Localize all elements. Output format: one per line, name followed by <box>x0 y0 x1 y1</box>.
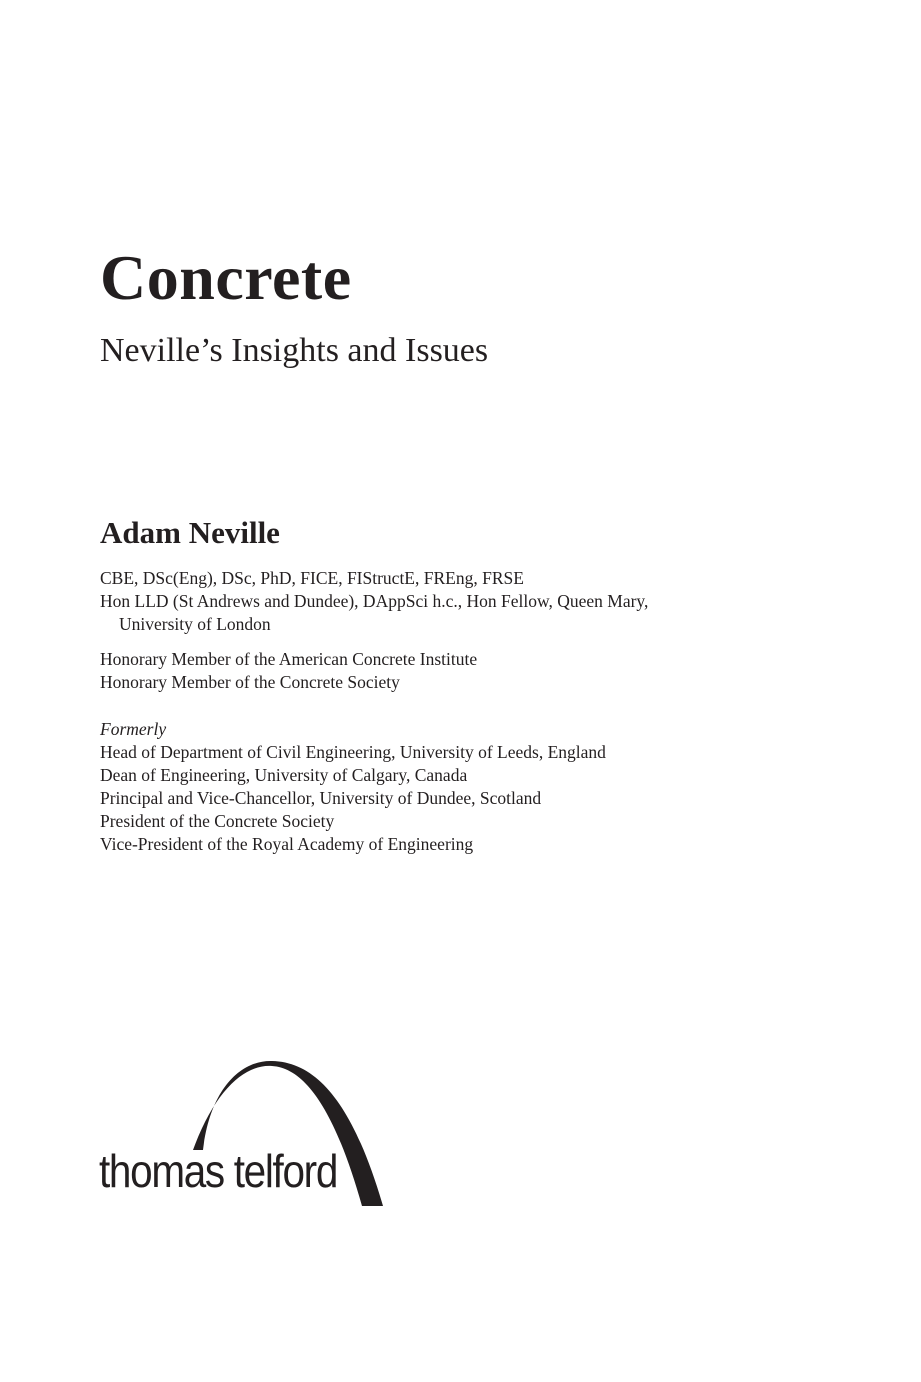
membership-line: Honorary Member of the American Concrete Institute <box>100 649 478 669</box>
book-subtitle: Neville’s Insights and Issues <box>100 332 489 369</box>
former-position: Vice-President of the Royal Academy of Engineering <box>100 834 474 854</box>
former-position: Principal and Vice-Chancellor, University of Dundee, Scotland <box>100 788 542 808</box>
membership-line: Honorary Member of the Concrete Society <box>100 672 400 692</box>
former-position: Dean of Engineering, University of Calgary, Canada <box>100 765 468 785</box>
book-title: Concrete <box>100 242 352 313</box>
credentials-line: CBE, DSc(Eng), DSc, PhD, FICE, FIStructE, FREng, FRSE <box>100 568 524 588</box>
formerly-label: Formerly <box>100 719 167 739</box>
author-name: Adam Neville <box>100 515 280 550</box>
credentials-line: Hon LLD (St Andrews and Dundee), DAppSci h.c., Hon Fellow, Queen Mary, <box>100 591 649 611</box>
credentials-line: University of London <box>119 614 271 634</box>
former-position: President of the Concrete Society <box>100 811 335 831</box>
publisher-name: thomas telford <box>99 1145 338 1197</box>
former-position: Head of Department of Civil Engineering, University of Leeds, England <box>100 742 606 762</box>
